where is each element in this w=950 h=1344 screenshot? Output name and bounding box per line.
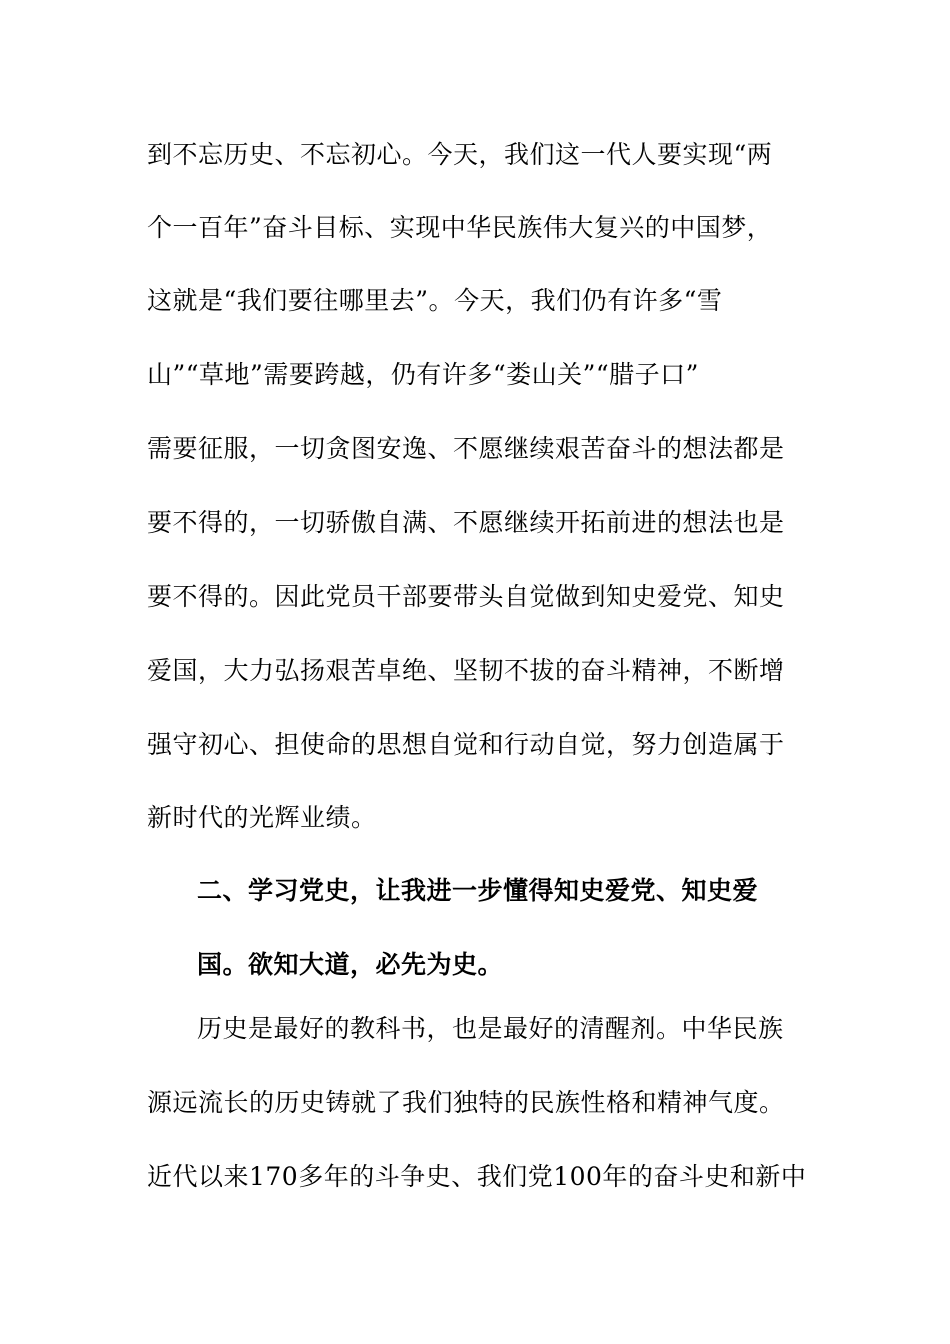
body-text-line-10: 新时代的光辉业绩。 — [147, 803, 377, 832]
paragraph-2-line-2: 源远流长的历史铸就了我们独特的民族性格和精神气度。 — [147, 1088, 785, 1117]
body-text-line-6: 要不得的，一切骄傲自满、不愿继续开拓前进的想法也是 — [147, 508, 785, 537]
body-text-line-7: 要不得的。因此党员干部要带头自觉做到知史爱党、知史 — [147, 582, 785, 611]
section-heading-line-1: 二、学习党史，让我进一步懂得知史爱党、知史爱 — [197, 876, 759, 905]
body-text-line-5: 需要征服，一切贪图安逸、不愿继续艰苦奋斗的想法都是 — [147, 434, 785, 463]
paragraph-2-line-3: 近代以来170多年的斗争史、我们党100年的奋斗史和新中 — [147, 1162, 807, 1191]
body-text-line-3: 这就是“我们要往哪里去”。今天，我们仍有许多“雪 — [147, 286, 723, 315]
paragraph-2-line-1: 历史是最好的教科书，也是最好的清醒剂。中华民族 — [197, 1014, 784, 1043]
body-text-line-9: 强守初心、担使命的思想自觉和行动自觉，努力创造属于 — [147, 730, 785, 759]
section-heading-line-2: 国。欲知大道，必先为史。 — [197, 950, 504, 979]
body-text-line-2: 个一百年”奋斗目标、实现中华民族伟大复兴的中国梦， — [147, 213, 773, 242]
body-text-line-8: 爱国，大力弘扬艰苦卓绝、坚韧不拔的奋斗精神，不断增 — [147, 656, 785, 685]
body-text-line-1: 到不忘历史、不忘初心。今天，我们这一代人要实现“两 — [147, 140, 773, 169]
body-text-line-4: 山”“草地”需要跨越，仍有许多“娄山关”“腊子口” — [147, 360, 699, 389]
